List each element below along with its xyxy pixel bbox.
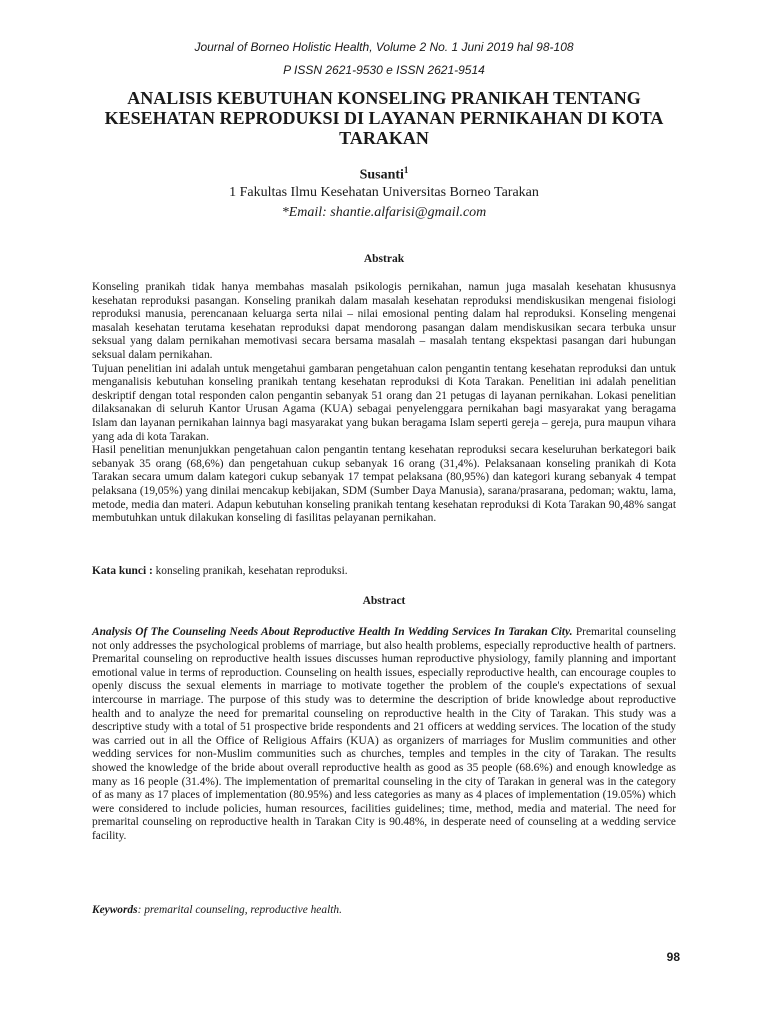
journal-citation: Journal of Borneo Holistic Health, Volume 2 No. 1 Juni 2019 hal 98-108 <box>194 40 574 54</box>
abstract-paragraph <box>92 626 676 844</box>
abstract-text: Premarital counseling not only addresses the psychological problems of marriage, but also health problems, especially reproductive health of partners. Premarital counseling on reproductive health issues discusses human reproductive physiology, family planning and important emotional value in terms of reproduction. Counseling on health issues, especially reproductive health, can encourage couples to openly discuss the sexual elements in marriage to motivate together the problem of the couple's expectations of sexual intercourse in marriage. The purpose of this study was to determine the description of bride knowledge about reproductive health and to analyze the need for premarital counseling on reproductive health in the City of Tarakan. This study was a descriptive study with a total of 51 prospective bride respondents and 21 officers at wedding services. The location of the study was carried out in all the Office of Religious Affairs (KUA) as organizers of marriages for Muslim communities and other wedding services for non-Muslim communities such as churches, temples and temples in the city of Tarakan. The results showed the knowledge of the bride about overall reproductive health as good as 35 people (68.6%) and enough knowledge as many as 16 people (31.4%). The implementation of premarital counseling in the city of Tarakan in general was in the category of as many as 17 places of implementation (80.95%) and less categories as many as 4 places of implementation (19.05%) which were considered to include policies, human resources, facilities guidelines; time, method, media and material. The need for premarital counseling on reproductive health in Tarakan City is 90.48%, in desperate need of counseling at a wedding service facility. <box>92 626 676 842</box>
issn-line: P ISSN 2621-9530 e ISSN 2621-9514 <box>283 63 485 77</box>
abstrak-paragraph-2: Tujuan penelitian ini adalah untuk mengetahui gambaran pengetahuan calon pengantin tentang kesehatan reproduksi dan untuk menganalisis kebutuhan konseling pranikah tentang kesehatan reproduksi di Kota Tarakan. Penelitian ini adalah penelitian deskriptif dengan total responden calon pengantin sebanyak 51 orang dan 21 petugas di layanan pernikahan. Lokasi penelitian dilaksanakan di seluruh Kantor Urusan Agama (KUA) sebagai penyelenggara pernikahan bagi masyarakat yang beragama Islam dan layanan pernikahan lainnya bagi masyarakat yang bukan beragama Islam seperti gereja – gereja, pura maupun vihara yang ada di kota Tarakan. <box>92 362 676 443</box>
kata-kunci <box>92 565 676 577</box>
keywords <box>92 904 676 916</box>
author-affiliation-marker: 1 <box>403 165 409 175</box>
author-name-text: Susanti <box>359 167 404 183</box>
author-name <box>0 165 768 184</box>
abstrak-body <box>92 281 676 526</box>
page-number: 98 <box>666 950 680 964</box>
keywords-text: : premarital counseling, reproductive health. <box>137 904 342 916</box>
abstract-body <box>92 626 676 844</box>
abstract-english-title: Analysis Of The Counseling Needs About Reproductive Health In Wedding Services In Tarakan City. <box>92 626 573 638</box>
author-email: *Email: shantie.alfarisi@gmail.com <box>281 205 487 220</box>
abstrak-heading: Abstrak <box>363 253 405 265</box>
abstrak-paragraph-3: Hasil penelitian menunjukkan pengetahuan calon pengantin tentang kesehatan reproduksi secara keseluruhan berkategori baik sebanyak 35 orang (68,6%) dan pengetahuan cukup sebanyak 16 orang (31,4%). Pelaksanaan konseling pranikah di Kota Tarakan secara umum dalam kategori cukup sebanyak 17 tempat pelaksana (80,95%) dan kategori kurang sebanyak 4 tempat pelaksana (19,05%) yang dinilai mencakup kebijakan, SDM (Sumber Daya Manusia), sarana/prasarana, pedoman; waktu, lama, metode, media dan materi. Adapun kebutuhan konseling pranikah tentang kesehatan reproduksi di Kota Tarakan 90,48% sangat membutuhkan untuk dilakukan konseling di fasilitas pelayanan pernikahan. <box>92 444 676 525</box>
abstract-heading: Abstract <box>362 595 406 607</box>
kata-kunci-text: konseling pranikah, kesehatan reproduksi. <box>152 565 348 577</box>
keywords-label: Keywords <box>92 904 138 916</box>
abstrak-paragraph-1: Konseling pranikah tidak hanya membahas masalah psikologis pernikahan, namun juga masalah kesehatan khususnya kesehatan reproduksi pasangan. Konseling pranikah dalam masalah kesehatan reproduksi mendiskusikan mengenai fisiologi reproduksi manusia, perencanaan keluarga serta nilai – nilai emosional penting dalam hal reproduksi. Konseling mengenai masalah kesehatan terutama kesehatan reproduksi dapat mendorong pasangan dalam mendiskusikan secara terbuka unsur seksual yang dalam pernikahan memotivasi secara bersama masalah – masalah tentang ekspektasi pasangan dari hubungan seksual dalam pernikahan. <box>92 281 676 361</box>
author-affiliation: 1 Fakultas Ilmu Kesehatan Universitas Borneo Tarakan <box>229 185 539 200</box>
kata-kunci-label: Kata kunci : <box>92 565 153 577</box>
paper-title: ANALISIS KEBUTUHAN KONSELING PRANIKAH TENTANG KESEHATAN REPRODUKSI DI LAYANAN PERNIKAHAN DI KOTA TARAKAN <box>104 88 664 148</box>
